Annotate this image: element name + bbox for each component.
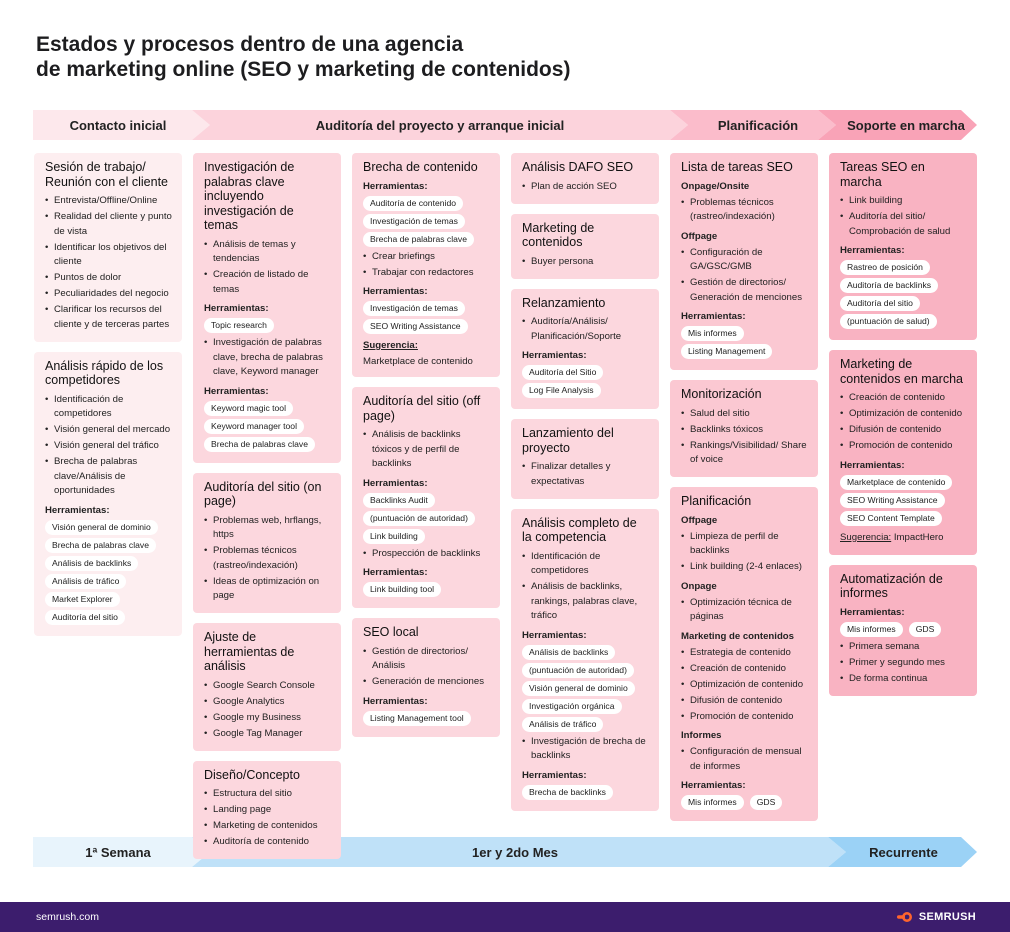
card-lista-de-tareas-seo — [670, 153, 818, 370]
list-item: • Realidad del cliente y punto de vista — [45, 210, 172, 239]
list-item: • Difusión de contenido — [840, 423, 967, 438]
tool-tag[interactable]: GDS — [909, 622, 942, 637]
section-label: Onpage — [681, 580, 717, 592]
list-item: • Google my Business — [204, 711, 331, 726]
bullet-list — [522, 180, 649, 195]
card-title: Marketing de contenidos en marcha — [840, 357, 963, 386]
card-investigacion-de-palabras-clave-incluyendo-investigacion-de-temas — [193, 153, 341, 463]
card-title: Tareas SEO en marcha — [840, 160, 925, 189]
tool-tag[interactable]: Brecha de palabras clave — [363, 232, 474, 247]
card-analisis-rapido-de-los-competidores — [34, 352, 182, 636]
bullet-list — [681, 246, 808, 306]
bullet-list — [522, 255, 649, 270]
section-label: Offpage — [681, 230, 718, 242]
bullet-list — [363, 250, 490, 281]
section-label: Herramientas: — [45, 504, 110, 516]
section-label: Offpage — [681, 514, 718, 526]
bullet-list — [681, 596, 808, 625]
tool-tags — [840, 475, 967, 526]
card-tareas-seo-en-marcha — [829, 153, 977, 340]
tool-tags — [522, 785, 649, 800]
list-item: • Creación de contenido — [840, 391, 967, 406]
tool-tag[interactable]: Análisis de backlinks — [522, 645, 615, 660]
list-item: • Análisis de temas y tendencias — [204, 238, 331, 267]
phase-label-contacto: Contacto inicial — [69, 117, 167, 133]
list-item: • Problemas técnicos (rastreo/indexación) — [204, 544, 331, 573]
list-item: • Configuración de mensual de informes — [681, 745, 808, 774]
column-auditoria-1 — [193, 153, 341, 859]
section-label: Informes — [681, 730, 722, 741]
bullet-list — [681, 407, 808, 468]
semrush-logo — [896, 911, 976, 923]
card-title: Lista de tareas SEO — [681, 160, 793, 174]
tool-tags — [363, 582, 490, 597]
list-item: • Clarificar los recursos del cliente y de terceras partes — [45, 303, 172, 332]
list-item: • Investigación de palabras clave, brecha de palabras clave, Keyword manager — [204, 336, 331, 380]
list-item: • Rankings/Visibilidad/ Share of voice — [681, 439, 808, 468]
list-item: • De forma continua — [840, 672, 967, 687]
card-brecha-de-contenido — [352, 153, 500, 377]
list-item: • Identificación de competidores — [522, 550, 649, 579]
list-item: • Entrevista/Offline/Online — [45, 194, 172, 209]
tool-tag[interactable]: Brecha de palabras clave — [45, 538, 156, 553]
tool-tag[interactable]: Auditoría del Sitio — [522, 365, 603, 380]
list-item: • Crear briefings — [363, 250, 490, 265]
bullet-list — [45, 393, 172, 499]
bullet-list — [45, 194, 172, 332]
column-auditoria-3 — [511, 153, 659, 811]
bullet-list — [204, 787, 331, 850]
section-label: Herramientas: — [363, 567, 428, 578]
bullet-list — [840, 640, 967, 687]
list-item: • Análisis de backlinks tóxicos y de perfil de backlinks — [363, 428, 490, 472]
list-item: • Landing page — [204, 803, 331, 818]
tool-tag[interactable]: Log File Analysis — [522, 383, 601, 398]
bullet-list — [681, 196, 808, 225]
card-auditoria-del-sitio-on-page — [193, 473, 341, 614]
tool-tags — [204, 318, 331, 333]
section-label: Herramientas: — [363, 286, 428, 297]
section-label: Herramientas: — [204, 385, 269, 397]
list-item: • Generación de menciones — [363, 675, 490, 690]
card-title: Sesión de trabajo/ Reunión con el cliente — [45, 160, 168, 189]
bullet-list — [522, 315, 649, 344]
list-item: • Link building (2-4 enlaces) — [681, 560, 808, 575]
section-label: Herramientas: — [840, 459, 905, 471]
tool-tags — [522, 645, 649, 732]
card-title: Auditoría del sitio (on page) — [204, 479, 322, 508]
card-title: Análisis completo de la competencia — [522, 515, 637, 544]
list-item: • Configuración de GA/GSC/GMB — [681, 246, 808, 275]
tool-tag[interactable]: SEO Writing Assistance — [840, 493, 945, 508]
list-item: • Marketing de contenidos — [204, 819, 331, 834]
bullet-list — [204, 679, 331, 742]
card-seo-local — [352, 618, 500, 737]
tool-tag[interactable]: Link building — [363, 529, 425, 544]
tool-tag[interactable]: Marketplace de contenido — [840, 475, 952, 490]
bullet-list — [681, 646, 808, 725]
list-item: • Investigación de brecha de backlinks — [522, 735, 649, 764]
card-marketing-de-contenidos-en-marcha — [829, 350, 977, 555]
timeline-label-mes: 1er y 2do Mes — [472, 844, 558, 860]
list-item: • Puntos de dolor — [45, 271, 172, 286]
card-title: Análisis rápido de los competidores — [45, 358, 164, 387]
tool-tag[interactable]: Brecha de palabras clave — [204, 437, 315, 452]
column-contacto-inicial — [34, 153, 182, 636]
card-title: Brecha de contenido — [363, 160, 478, 174]
bullet-list — [522, 735, 649, 764]
suggestion-label: Sugerencia: — [840, 531, 892, 543]
section-label: Herramientas: — [363, 477, 428, 489]
tool-tag[interactable]: SEO Content Template — [840, 511, 942, 526]
tool-tag[interactable]: (puntuación de salud) — [840, 314, 937, 329]
section-label: Herramientas: — [522, 350, 587, 361]
title-line-1: Estados y procesos dentro de una agencia — [36, 33, 464, 56]
tool-tags — [522, 365, 649, 398]
tool-tags — [840, 622, 967, 637]
section-label: Onpage/Onsite — [681, 180, 750, 192]
list-item: • Google Analytics — [204, 695, 331, 710]
section-label: Herramientas: — [204, 303, 269, 314]
list-item: • Google Tag Manager — [204, 727, 331, 742]
column-planificacion — [670, 153, 818, 821]
tool-tags — [363, 301, 490, 334]
list-item: • Auditoría de contenido — [204, 835, 331, 850]
list-item: • Trabajar con redactores — [363, 266, 490, 281]
list-item: • Backlinks tóxicos — [681, 423, 808, 438]
list-item: • Problemas técnicos (rastreo/indexación) — [681, 196, 808, 225]
suggestion-line — [840, 531, 967, 545]
card-auditoria-del-sitio-off-page — [352, 387, 500, 608]
tool-tag[interactable]: Análisis de tráfico — [45, 574, 126, 589]
tool-tag[interactable]: GDS — [750, 795, 783, 810]
list-item: • Creación de listado de temas — [204, 268, 331, 297]
section-label: Herramientas: — [363, 180, 428, 192]
phase-label-auditoria: Auditoría del proyecto y arranque inicial — [315, 117, 565, 133]
list-item: • Creación de contenido — [681, 662, 808, 677]
list-item: • Promoción de contenido — [840, 439, 967, 454]
card-ajuste-de-herramientas-de-analisis — [193, 623, 341, 751]
bullet-list — [204, 238, 331, 298]
card-title: Investigación de palabras clave incluyendo investigación de temas — [204, 160, 295, 232]
card-diseno-concepto — [193, 761, 341, 860]
section-label: Marketing de contenidos — [681, 630, 795, 642]
list-item: • Gestión de directorios/ Generación de menciones — [681, 276, 808, 305]
card-sesion-de-trabajo-reunion-con-el-cliente — [34, 153, 182, 342]
list-item: • Auditoría/Análisis/ Planificación/Soporte — [522, 315, 649, 344]
list-item: • Optimización de contenido — [681, 678, 808, 693]
bullet-list — [681, 745, 808, 774]
bullet-list — [363, 645, 490, 690]
list-item: • Visión general del tráfico — [45, 439, 172, 454]
tool-tag[interactable]: Keyword manager tool — [204, 419, 304, 434]
list-item: • Finalizar detalles y expectativas — [522, 460, 649, 489]
tool-tag[interactable]: Investigación de temas — [363, 301, 465, 316]
column-soporte — [829, 153, 977, 696]
tool-tag[interactable]: (puntuación de autoridad) — [363, 511, 475, 526]
section-label: Herramientas: — [363, 695, 428, 707]
tool-tag[interactable]: Auditoría de contenido — [363, 196, 463, 211]
list-item: • Difusión de contenido — [681, 694, 808, 709]
tool-tag[interactable]: Auditoría del sitio — [840, 296, 920, 311]
card-title: Auditoría del sitio (off page) — [363, 394, 481, 423]
list-item: • Identificación de competidores — [45, 393, 172, 422]
tool-tags — [363, 711, 490, 726]
list-item: • Estructura del sitio — [204, 787, 331, 802]
list-item: • Primer y segundo mes — [840, 656, 967, 671]
tool-tag[interactable]: Visión general de dominio — [45, 520, 158, 535]
tool-tags — [204, 401, 331, 452]
card-analisis-dafo-seo — [511, 153, 659, 204]
list-item: • Análisis de backlinks, rankings, palabras clave, tráfico — [522, 580, 649, 624]
list-item: • Link building — [840, 194, 967, 209]
section-label: Herramientas: — [840, 606, 905, 618]
card-analisis-completo-de-la-competencia — [511, 509, 659, 811]
bullet-list — [840, 194, 967, 239]
tool-tag[interactable]: Investigación de temas — [363, 214, 465, 229]
list-item: • Identificar los objetivos del cliente — [45, 241, 172, 270]
section-label: Herramientas: — [522, 769, 587, 781]
tool-tag[interactable]: Listing Management — [681, 344, 772, 359]
tool-tag[interactable]: Link building tool — [363, 582, 441, 597]
list-item: • Buyer persona — [522, 255, 649, 270]
card-relanzamiento — [511, 289, 659, 410]
tool-tags — [45, 520, 172, 625]
bullet-list — [204, 336, 331, 380]
card-title: Monitorización — [681, 387, 762, 401]
card-title: Relanzamiento — [522, 295, 606, 310]
tool-tag[interactable]: Topic research — [204, 318, 274, 333]
title-line-2: de marketing online (SEO y marketing de contenidos) — [36, 58, 571, 81]
bullet-list — [363, 547, 490, 562]
section-label: Herramientas: — [681, 780, 746, 791]
list-item: • Visión general del mercado — [45, 423, 172, 438]
card-title: Análisis DAFO SEO — [522, 160, 634, 174]
tool-tag[interactable]: Market Explorer — [45, 592, 120, 607]
tool-tag[interactable]: Brecha de backlinks — [522, 785, 613, 800]
list-item: • Ideas de optimización on page — [204, 575, 331, 604]
tool-tag[interactable]: SEO Writing Assistance — [363, 319, 468, 334]
card-title: Lanzamiento del proyecto — [522, 426, 614, 455]
card-marketing-de-contenidos — [511, 214, 659, 279]
suggestion-label: Sugerencia: — [363, 340, 418, 351]
list-item: • Salud del sitio — [681, 407, 808, 422]
list-item: • Optimización de contenido — [840, 407, 967, 422]
bullet-list — [522, 460, 649, 489]
list-item: • Brecha de palabras clave/Análisis de oportunidades — [45, 455, 172, 499]
bullet-list — [363, 428, 490, 472]
card-planificacion — [670, 487, 818, 821]
suggestion-text: ImpactHero — [891, 531, 944, 543]
list-item: • Auditoría del sitio/ Comprobación de salud — [840, 210, 967, 239]
footer-url[interactable]: semrush.com — [36, 911, 100, 923]
list-item: • Problemas web, hrflangs, https — [204, 514, 331, 543]
card-automatizacion-de-informes — [829, 565, 977, 696]
card-title: Diseño/Concepto — [204, 767, 300, 782]
tool-tag[interactable]: Análisis de tráfico — [522, 717, 603, 732]
section-label: Herramientas: — [840, 245, 905, 256]
tool-tag[interactable]: Keyword magic tool — [204, 401, 293, 416]
list-item: • Google Search Console — [204, 679, 331, 694]
tool-tag[interactable]: Visión general de dominio — [522, 681, 635, 696]
list-item: • Estrategia de contenido — [681, 646, 808, 661]
tool-tag[interactable]: Rastreo de posición — [840, 260, 930, 275]
phase-label-planificacion: Planificación — [717, 117, 799, 133]
tool-tag[interactable]: (puntuación de autoridad) — [522, 663, 634, 678]
tool-tags — [363, 196, 490, 247]
card-lanzamiento-del-proyecto — [511, 419, 659, 499]
card-title: Automatización de informes — [840, 571, 943, 600]
bullet-list — [840, 391, 967, 454]
tool-tags — [681, 795, 808, 810]
list-item: • Optimización técnica de páginas — [681, 596, 808, 625]
tool-tag[interactable]: Análisis de backlinks — [45, 556, 138, 571]
bullet-list — [204, 514, 331, 604]
list-item: • Primera semana — [840, 640, 967, 655]
phase-label-soporte: Soporte en marcha — [847, 117, 965, 133]
card-title: Planificación — [681, 494, 752, 508]
tool-tag[interactable]: Backlinks Audit — [363, 493, 435, 508]
tool-tag[interactable]: Auditoría de backlinks — [840, 278, 938, 293]
tool-tag[interactable]: Investigación orgánica — [522, 699, 622, 714]
card-title: SEO local — [363, 625, 419, 639]
card-title: Marketing de contenidos — [522, 220, 595, 249]
footer — [0, 902, 1010, 932]
tool-tag[interactable]: Auditoría del sitio — [45, 610, 125, 625]
timeline-label-recurrente: Recurrente — [869, 844, 938, 860]
tool-tag[interactable]: Mis informes — [681, 795, 744, 810]
list-item: • Plan de acción SEO — [522, 180, 649, 195]
suggestion-text: Marketplace de contenido — [363, 356, 473, 367]
semrush-wordmark: SEMRUSH — [918, 911, 976, 923]
timeline-label-semana: 1ª Semana — [85, 844, 151, 860]
list-item: • Gestión de directorios/ Análisis — [363, 645, 490, 674]
tool-tags — [681, 326, 808, 359]
bullet-list — [681, 530, 808, 575]
tool-tags — [840, 260, 967, 329]
card-monitorizacion — [670, 380, 818, 477]
column-auditoria-2 — [352, 153, 500, 737]
list-item: • Peculiaridades del negocio — [45, 287, 172, 302]
tool-tag[interactable]: Mis informes — [840, 622, 903, 637]
list-item: • Limpieza de perfil de backlinks — [681, 530, 808, 559]
semrush-flame-icon — [896, 911, 914, 923]
bullet-list — [522, 550, 649, 624]
tool-tag[interactable]: Listing Management tool — [363, 711, 471, 726]
tool-tag[interactable]: Mis informes — [681, 326, 744, 341]
section-label: Herramientas: — [681, 311, 746, 322]
list-item: • Promoción de contenido — [681, 710, 808, 725]
list-item: • Prospección de backlinks — [363, 547, 490, 562]
section-label: Herramientas: — [522, 629, 587, 641]
tool-tags — [363, 493, 490, 544]
card-title: Ajuste de herramientas de análisis — [204, 630, 295, 673]
